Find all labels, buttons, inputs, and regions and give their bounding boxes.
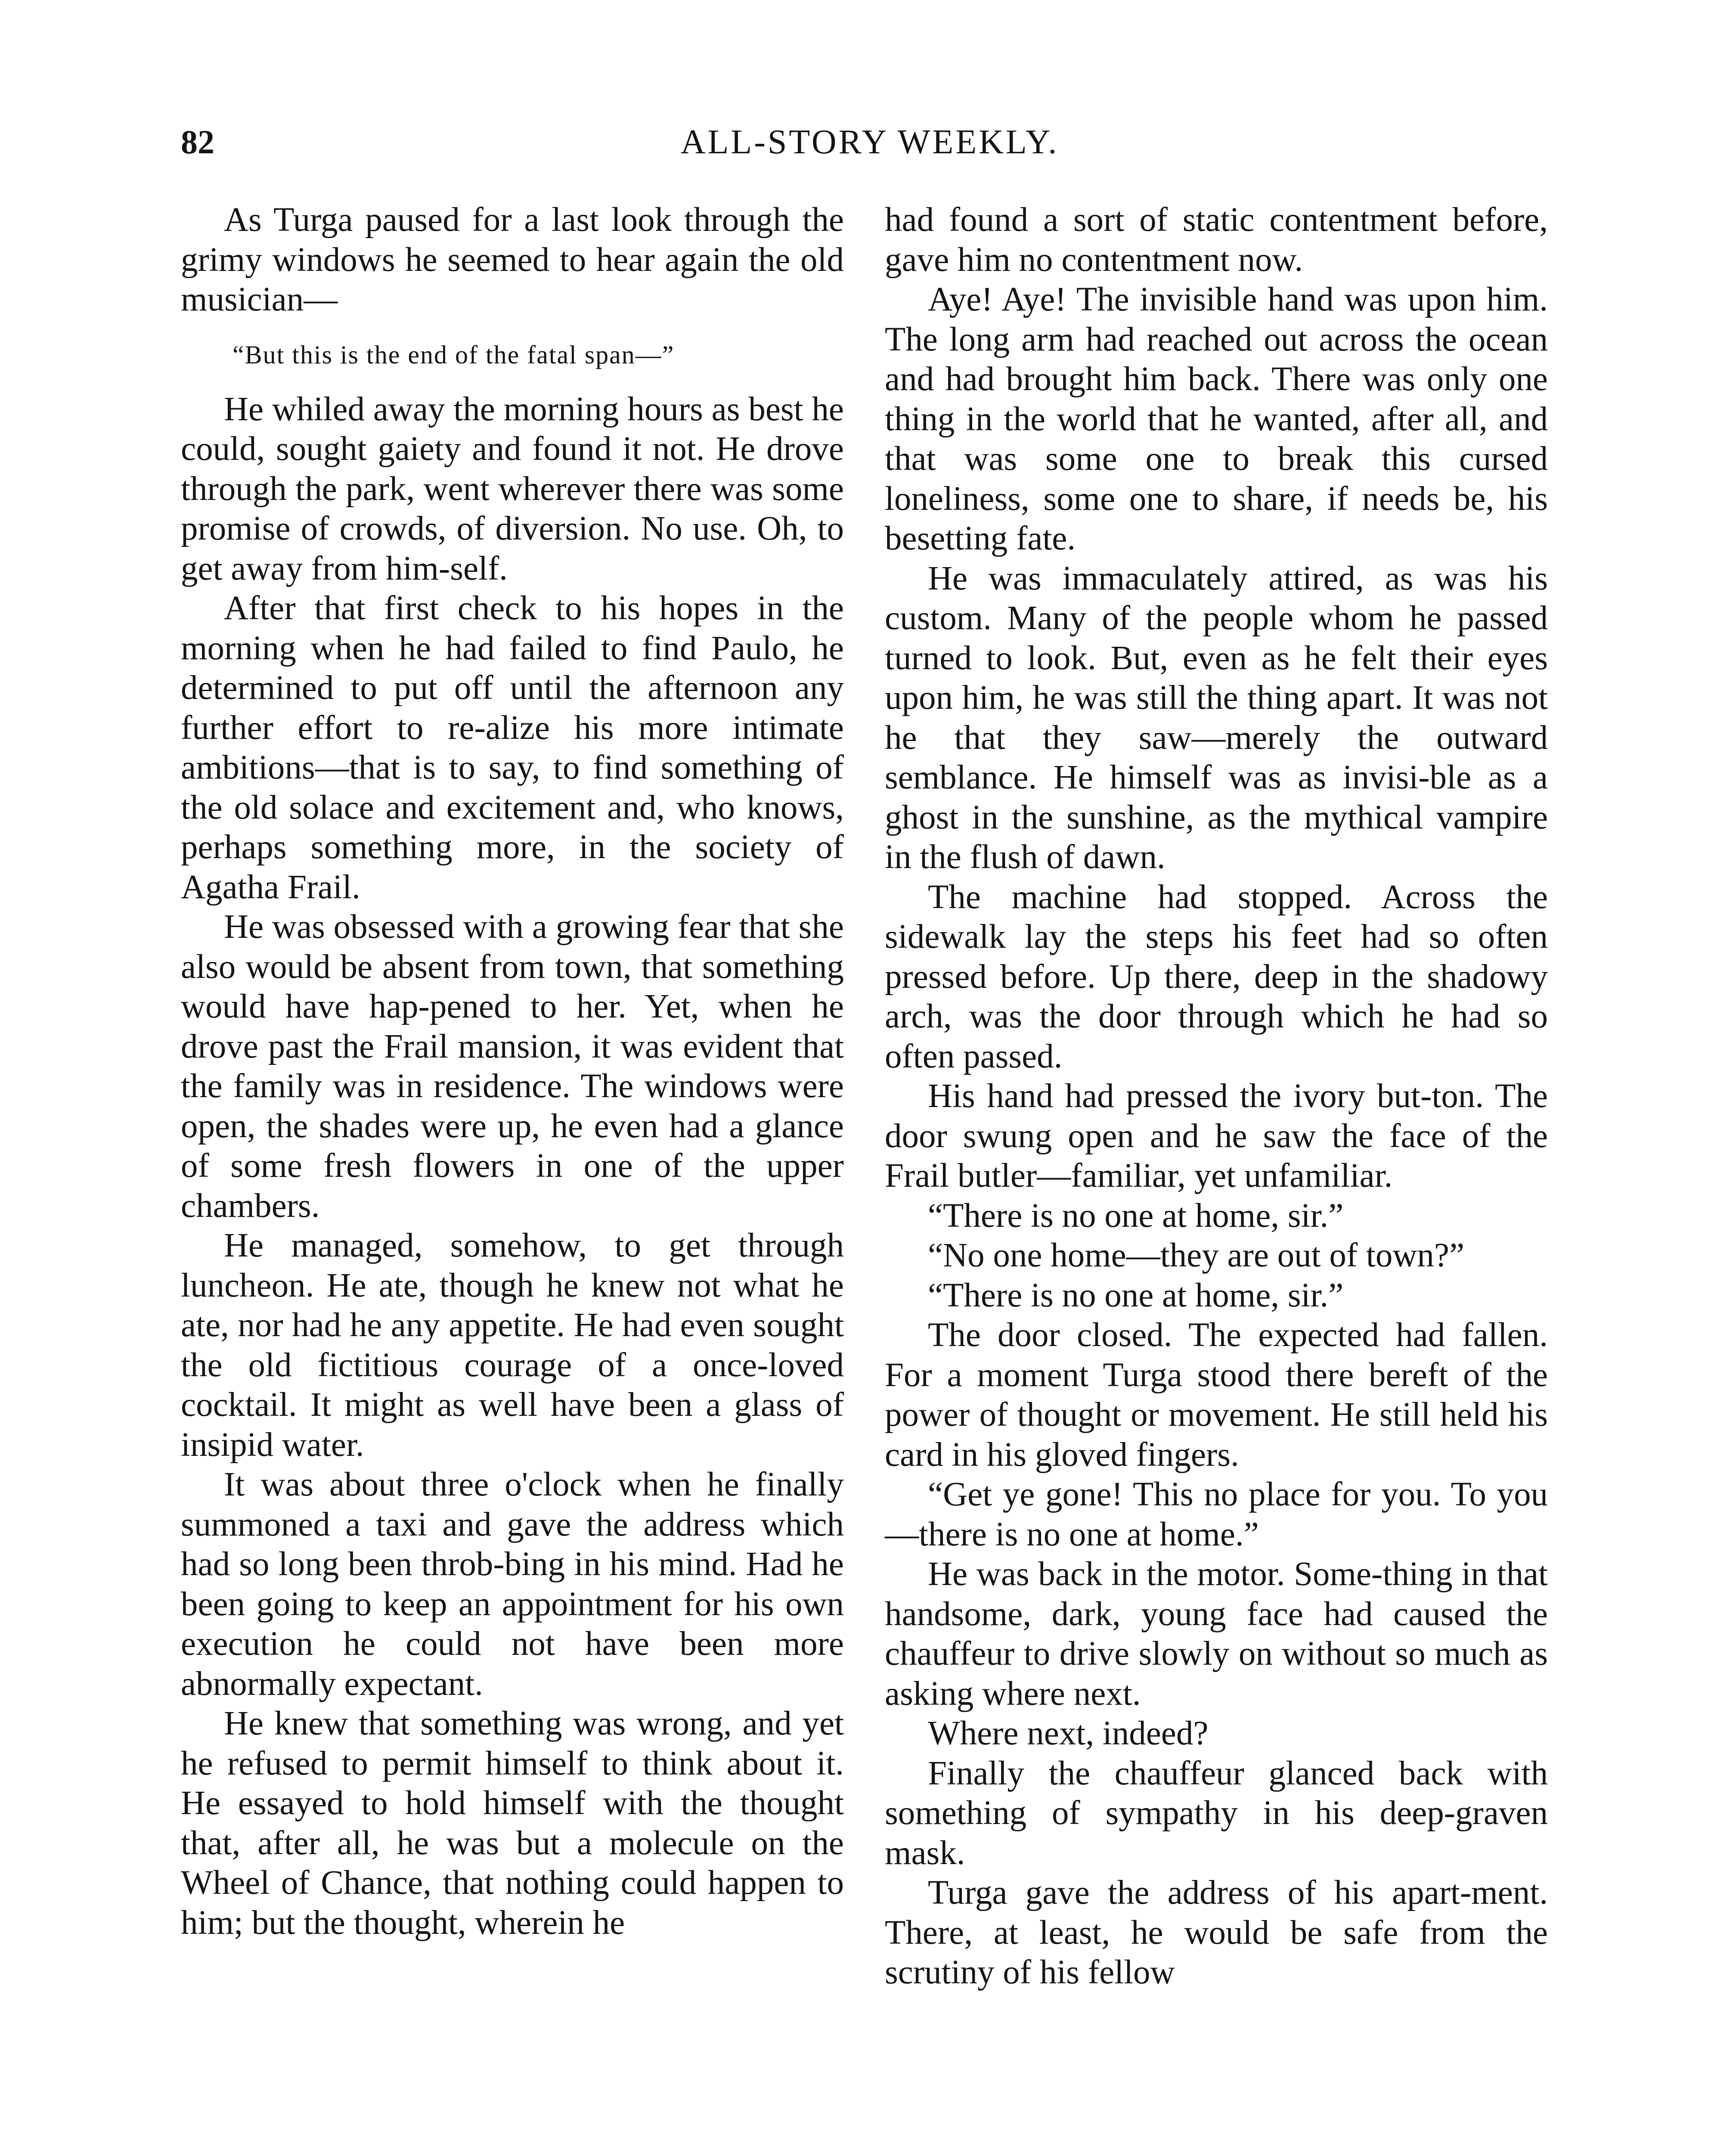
paragraph-continuation: had found a sort of static contentment before, gave him no contentment now. (885, 201, 1548, 279)
paragraph: It was about three o'clock when he finally summoned a taxi and gave the address which had so long been throb-bing in his mind. Had he been going to keep an appointment for his own execution he could not have been more abnormally expectant. (181, 1466, 844, 1703)
paragraph: Aye! Aye! The invisible hand was upon him. The long arm had reached out across the ocean and had brought him back. There was only one thing in the world that he wanted, after all, and that was some one to break this cursed loneliness, some one to share, if needs be, his besetting fate. (885, 281, 1548, 557)
paragraph: After that first check to his hopes in the morning when he had failed to find Paulo, he determined to put off until the afternoon any further effort to re-alize his more intimate ambitions—that is to say, to find something of the old solace and excitement and, who knows, perhaps something more, in the society of Agatha Frail. (181, 589, 844, 906)
paragraph: He knew that something was wrong, and yet he refused to permit himself to think about it. He essayed to hold himself with the thought that, after all, he was but a molecule on the Wheel of Chance, that nothing could happen to him; but the thought, wherein he (181, 1705, 844, 1942)
paragraph: The door closed. The expected had fallen. For a moment Turga stood there bereft of the power of thought or movement. He still held his card in his gloved fingers. (885, 1316, 1548, 1474)
right-column (885, 200, 1548, 2153)
paragraph: He was back in the motor. Some-thing in that handsome, dark, young face had caused the chauffeur to drive slowly on without so much as asking where next. (885, 1555, 1548, 1712)
paragraph: He was immaculately attired, as was his custom. Many of the people whom he passed turned to look. But, even as he felt their eyes upon him, he was still the thing apart. It was not he that they saw—merely the outward semblance. He himself was as invisi-ble as a ghost in the sunshine, as the mythical vampire in the flush of dawn. (885, 559, 1548, 876)
paragraph: His hand had pressed the ivory but-ton. The door swung open and he saw the face of the Frail butler—familiar, yet unfamiliar. (885, 1077, 1548, 1194)
paragraph: As Turga paused for a last look through the grimy windows he seemed to hear again the old musician— (181, 201, 844, 318)
verse-quote: “But this is the end of the fatal span—” (232, 340, 675, 369)
paragraph: Finally the chauffeur glanced back with something of sympathy in his deep-graven mask. (885, 1754, 1548, 1872)
running-head: ALL-STORY WEEKLY. (680, 123, 1059, 161)
paragraph: Turga gave the address of his apart-ment. There, at least, he would be safe from the scrutiny of his fellow (885, 1874, 1548, 1991)
paragraph: Where next, indeed? (928, 1715, 1209, 1752)
dialogue-line: “There is no one at home, sir.” (928, 1197, 1344, 1235)
page-header (181, 116, 1559, 168)
paragraph: He was obsessed with a growing fear that she also would be absent from town, that something would have hap-pened to her. Yet, when he drove past the Frail mansion, it was evident that the family was in residence. The windows were open, the shades were up, he even had a glance of some fresh flowers in one of the upper chambers. (181, 908, 844, 1225)
paragraph: The machine had stopped. Across the sidewalk lay the steps his feet had so often pressed before. Up there, deep in the shadowy arch, was the door through which he had so often passed. (885, 878, 1548, 1075)
left-column (181, 200, 844, 2153)
page-number: 82 (181, 123, 214, 161)
paragraph: He whiled away the morning hours as best he could, sought gaiety and found it not. He drove through the park, went wherever there was some promise of crowds, of diversion. No use. Oh, to get away from him-self. (181, 390, 844, 587)
dialogue-line: “Get ye gone! This no place for you. To you—there is no one at home.” (885, 1476, 1548, 1553)
paragraph: He managed, somehow, to get through luncheon. He ate, though he knew not what he ate, nor had he any appetite. He had even sought the old fictitious courage of a once-loved cocktail. It might as well have been a glass of insipid water. (181, 1227, 844, 1464)
dialogue-line: “There is no one at home, sir.” (928, 1276, 1344, 1314)
dialogue-line: “No one home—they are out of town?” (928, 1237, 1465, 1274)
